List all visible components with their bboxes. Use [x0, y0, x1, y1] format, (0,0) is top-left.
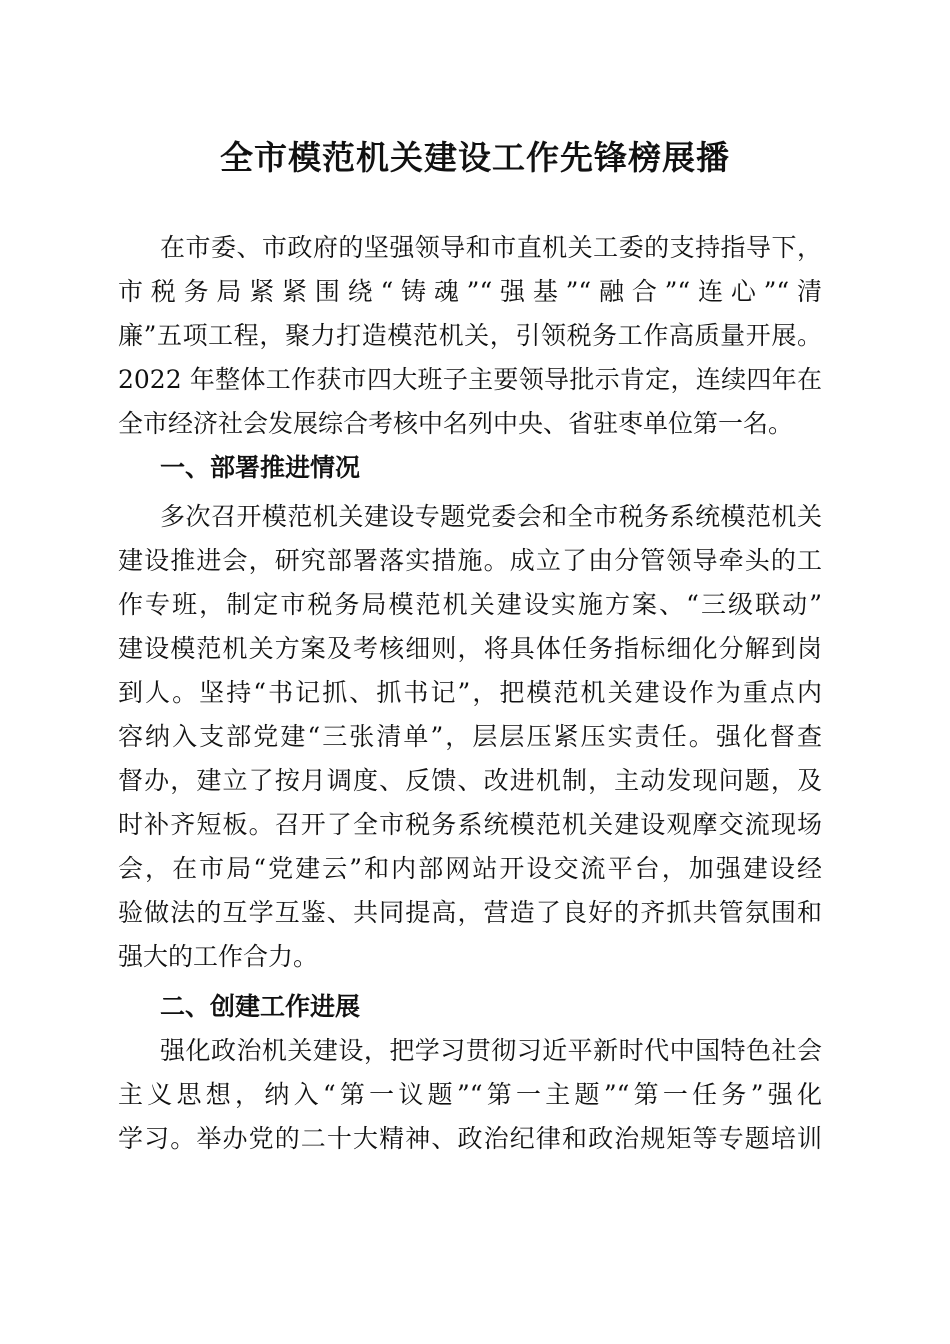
section-heading-1: 一、部署推进情况 [160, 453, 361, 482]
document-body [118, 226, 822, 1161]
document-title: 全市模范机关建设工作先锋榜展播 [220, 138, 730, 177]
paragraph-line: 督办，建立了按月调度、反馈、改进机制，主动发现问题，及 [118, 766, 822, 795]
paragraph-line: 主义思想，纳入“第一议题”“第一主题”“第一任务”强化 [118, 1080, 822, 1109]
paragraph-line: 验做法的互学互鉴、共同提高，营造了良好的齐抓共管氛围和 [118, 898, 822, 927]
paragraph-line: 会，在市局“党建云”和内部网站开设交流平台，加强建设经 [118, 854, 822, 883]
paragraph-line: 作专班，制定市税务局模范机关建设实施方案、“三级联动” [118, 590, 822, 619]
paragraph-line: 建设推进会，研究部署落实措施。成立了由分管领导牵头的工 [118, 546, 822, 575]
paragraph-line: 时补齐短板。召开了全市税务系统模范机关建设观摩交流现场 [118, 810, 822, 839]
paragraph-line: 到人。坚持“书记抓、抓书记”，把模范机关建设作为重点内 [118, 678, 822, 707]
paragraph-line: 学习。举办党的二十大精神、政治纪律和政治规矩等专题培训 [118, 1124, 822, 1153]
paragraph-line: 多次召开模范机关建设专题党委会和全市税务系统模范机关 [160, 502, 822, 531]
paragraph-line: 市税务局紧紧围绕“铸魂”“强基”“融合”“连心”“清 [118, 277, 822, 306]
paragraph-deployment [118, 495, 822, 979]
paragraph-line: 强化政治机关建设，把学习贯彻习近平新时代中国特色社会 [160, 1036, 822, 1065]
paragraph-line: 在市委、市政府的坚强领导和市直机关工委的支持指导下， [160, 233, 822, 262]
paragraph-line: 廉”五项工程，聚力打造模范机关，引领税务工作高质量开展。 [118, 321, 822, 350]
paragraph-line: 建设模范机关方案及考核细则，将具体任务指标细化分解到岗 [118, 634, 822, 663]
paragraph-line: 容纳入支部党建“三张清单”，层层压紧压实责任。强化督查 [118, 722, 822, 751]
paragraph-intro [118, 226, 822, 446]
section-heading-2: 二、创建工作进展 [160, 992, 361, 1021]
paragraph-line: 全市经济社会发展综合考核中名列中央、省驻枣单位第一名。 [118, 409, 794, 438]
paragraph-line: 2022 年整体工作获市四大班子主要领导批示肯定，连续四年在 [118, 365, 822, 394]
paragraph-line: 强大的工作合力。 [118, 942, 319, 971]
paragraph-progress [118, 1029, 822, 1161]
